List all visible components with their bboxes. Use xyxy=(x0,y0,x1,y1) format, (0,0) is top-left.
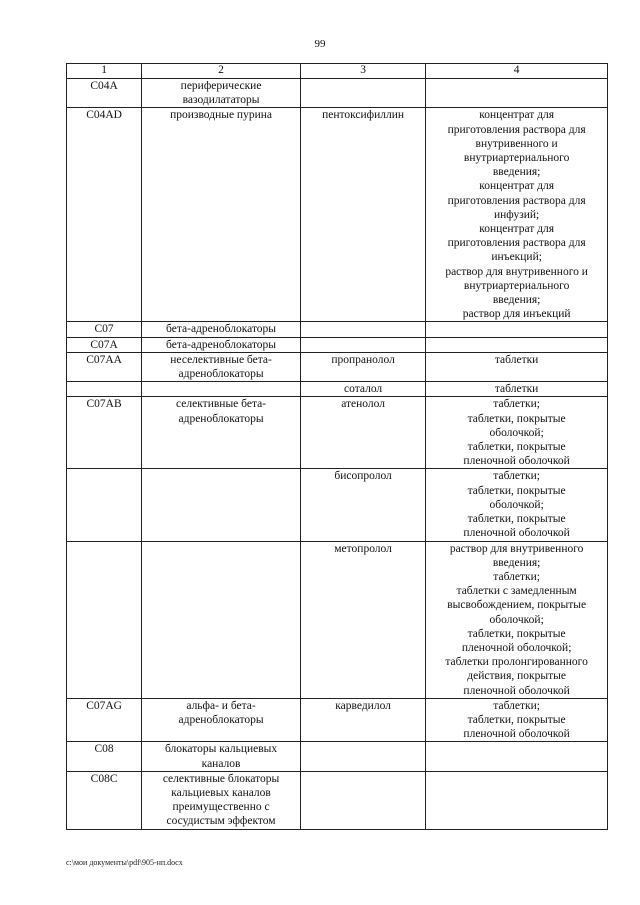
drug-name-cell xyxy=(300,771,425,829)
drug-name-line: метопролол xyxy=(334,542,392,555)
dosage-forms-line: внутриартериального xyxy=(463,279,570,292)
group-name-line: сосудистым эффектом xyxy=(166,815,276,828)
dosage-forms-line: таблетки, покрытые xyxy=(467,412,566,425)
group-name-cell xyxy=(142,541,301,698)
header-col-2: 2 xyxy=(142,64,301,79)
dosage-forms-line: оболочкой; xyxy=(489,613,544,626)
group-name-cell xyxy=(142,108,301,322)
drug-name-cell xyxy=(300,79,425,108)
dosage-forms-line: действия, покрытые xyxy=(467,670,566,683)
atc-code-cell xyxy=(67,541,142,698)
dosage-forms-line: таблетки с замедленным xyxy=(456,585,577,598)
dosage-forms-line: таблетки пролонгированного xyxy=(445,656,588,669)
drug-classification-table xyxy=(66,63,608,830)
header-col-4: 4 xyxy=(426,64,608,79)
table-row xyxy=(67,79,608,108)
dosage-forms-cell xyxy=(426,322,608,337)
drug-name-line: пентоксифиллин xyxy=(322,109,405,122)
dosage-forms-cell xyxy=(426,469,608,541)
group-name-line: блокаторы кальциевых xyxy=(164,743,278,756)
drug-name-line: соталол xyxy=(344,383,383,396)
dosage-forms-line: пленочной оболочкой xyxy=(463,527,570,540)
atc-code-cell xyxy=(67,469,142,541)
dosage-forms-cell xyxy=(426,698,608,742)
group-name-line: бета-адреноблокаторы xyxy=(166,338,277,351)
atc-code-cell: C07AB xyxy=(67,397,142,469)
group-name-cell xyxy=(142,742,301,771)
dosage-forms-cell xyxy=(426,352,608,381)
group-name-cell xyxy=(142,397,301,469)
dosage-forms-cell xyxy=(426,771,608,829)
atc-code-cell: C07 xyxy=(67,322,142,337)
dosage-forms-line: таблетки, покрытые xyxy=(467,627,566,640)
group-name-line: адреноблокаторы xyxy=(178,368,264,381)
dosage-forms-line: инфузий; xyxy=(493,208,540,221)
dosage-forms-cell xyxy=(426,382,608,397)
dosage-forms-line: приготовления раствора для xyxy=(447,123,586,136)
dosage-forms-line: таблетки; xyxy=(493,398,540,411)
group-name-line: кальциевых каналов xyxy=(171,786,271,799)
dosage-forms-line: таблетки; xyxy=(493,570,540,583)
table-row xyxy=(67,322,608,337)
dosage-forms-line: приготовления раствора для xyxy=(447,237,586,250)
atc-code-cell: C08C xyxy=(67,771,142,829)
table-row xyxy=(67,742,608,771)
drug-name-cell xyxy=(300,382,425,397)
table-row xyxy=(67,469,608,541)
dosage-forms-line: таблетки; xyxy=(493,470,540,483)
drug-name-cell xyxy=(300,397,425,469)
dosage-forms-cell xyxy=(426,108,608,322)
group-name-line: бета-адреноблокаторы xyxy=(166,323,277,336)
dosage-forms-cell xyxy=(426,337,608,352)
drug-name-cell xyxy=(300,337,425,352)
dosage-forms-line: внутривенного и xyxy=(475,137,558,150)
group-name-line: преимущественно с xyxy=(172,801,270,814)
drug-name-cell xyxy=(300,469,425,541)
dosage-forms-line: раствор для внутривенного и xyxy=(445,265,588,278)
atc-code-cell: C07AG xyxy=(67,698,142,742)
dosage-forms-line: пленочной оболочкой xyxy=(463,684,570,697)
dosage-forms-line: таблетки, покрытые xyxy=(467,713,566,726)
group-name-line: селективные блокаторы xyxy=(162,772,280,785)
drug-name-line: карведилол xyxy=(335,699,391,712)
drug-name-cell xyxy=(300,352,425,381)
document-file-path: c:\мои документы\pdf\905-нп.docx xyxy=(66,858,183,867)
table-row xyxy=(67,337,608,352)
dosage-forms-line: высвобождением, покрытые xyxy=(447,599,587,612)
header-col-3: 3 xyxy=(300,64,425,79)
dosage-forms-line: пленочной оболочкой xyxy=(463,455,570,468)
group-name-line: периферические xyxy=(180,80,262,92)
atc-code-cell: C07AA xyxy=(67,352,142,381)
group-name-cell xyxy=(142,352,301,381)
dosage-forms-line: таблетки, покрытые xyxy=(467,484,566,497)
dosage-forms-line: внутриартериального xyxy=(463,152,570,165)
group-name-cell xyxy=(142,469,301,541)
group-name-cell xyxy=(142,322,301,337)
dosage-forms-line: введения; xyxy=(492,166,541,179)
table-row xyxy=(67,771,608,829)
page-number: 99 xyxy=(314,38,326,50)
drug-name-line: пропранолол xyxy=(331,353,395,366)
dosage-forms-line: введения; xyxy=(492,294,541,307)
drug-name-cell xyxy=(300,541,425,698)
dosage-forms-line: оболочкой; xyxy=(489,498,544,511)
dosage-forms-line: таблетки xyxy=(494,353,539,366)
dosage-forms-line: оболочкой; xyxy=(489,426,544,439)
dosage-forms-cell xyxy=(426,541,608,698)
drug-name-cell xyxy=(300,108,425,322)
atc-code-cell: C04AD xyxy=(67,108,142,322)
atc-code-cell xyxy=(67,382,142,397)
atc-code-cell: C08 xyxy=(67,742,142,771)
group-name-line: неселективные бета- xyxy=(170,353,272,366)
group-name-cell xyxy=(142,337,301,352)
table-row xyxy=(67,382,608,397)
drug-name-line: атенолол xyxy=(341,398,385,411)
drug-name-line: бисопролол xyxy=(334,470,392,483)
table-row xyxy=(67,541,608,698)
dosage-forms-line: пленочной оболочкой xyxy=(463,728,570,741)
atc-code-cell: C04A xyxy=(67,79,142,108)
dosage-forms-cell xyxy=(426,397,608,469)
table-row xyxy=(67,397,608,469)
dosage-forms-line: введения; xyxy=(492,556,541,569)
table-row xyxy=(67,352,608,381)
group-name-line: каналов xyxy=(201,757,241,770)
dosage-forms-line: таблетки xyxy=(494,383,539,396)
group-name-cell xyxy=(142,698,301,742)
dosage-forms-line: концентрат для xyxy=(479,180,555,193)
table-row xyxy=(67,698,608,742)
dosage-forms-line: концентрат для xyxy=(479,109,555,122)
table-body xyxy=(67,79,608,830)
group-name-cell xyxy=(142,79,301,108)
group-name-line: адреноблокаторы xyxy=(178,713,264,726)
dosage-forms-line: таблетки, покрытые xyxy=(467,441,566,454)
atc-code-cell: C07A xyxy=(67,337,142,352)
group-name-cell xyxy=(142,382,301,397)
drug-name-cell xyxy=(300,742,425,771)
header-col-1: 1 xyxy=(67,64,142,79)
dosage-forms-line: пленочной оболочкой; xyxy=(461,641,572,654)
group-name-line: производные пурина xyxy=(170,109,272,122)
dosage-forms-line: раствор для инъекций xyxy=(462,308,571,321)
dosage-forms-line: таблетки, покрытые xyxy=(467,513,566,526)
group-name-line: вазодилататоры xyxy=(182,94,260,107)
dosage-forms-line: таблетки; xyxy=(493,699,540,712)
dosage-forms-line: концентрат для xyxy=(479,223,555,236)
dosage-forms-line: приготовления раствора для xyxy=(447,194,586,207)
dosage-forms-line: раствор для внутривенного xyxy=(449,542,584,555)
dosage-forms-cell xyxy=(426,79,608,108)
group-name-line: селективные бета- xyxy=(176,398,267,411)
drug-name-cell xyxy=(300,698,425,742)
group-name-cell xyxy=(142,771,301,829)
group-name-line: альфа- и бета- xyxy=(186,699,256,712)
table-row xyxy=(67,108,608,322)
dosage-forms-line: инъекций; xyxy=(491,251,542,264)
drug-name-cell xyxy=(300,322,425,337)
group-name-line: адреноблокаторы xyxy=(178,412,264,425)
dosage-forms-cell xyxy=(426,742,608,771)
table-header-row xyxy=(67,64,608,79)
